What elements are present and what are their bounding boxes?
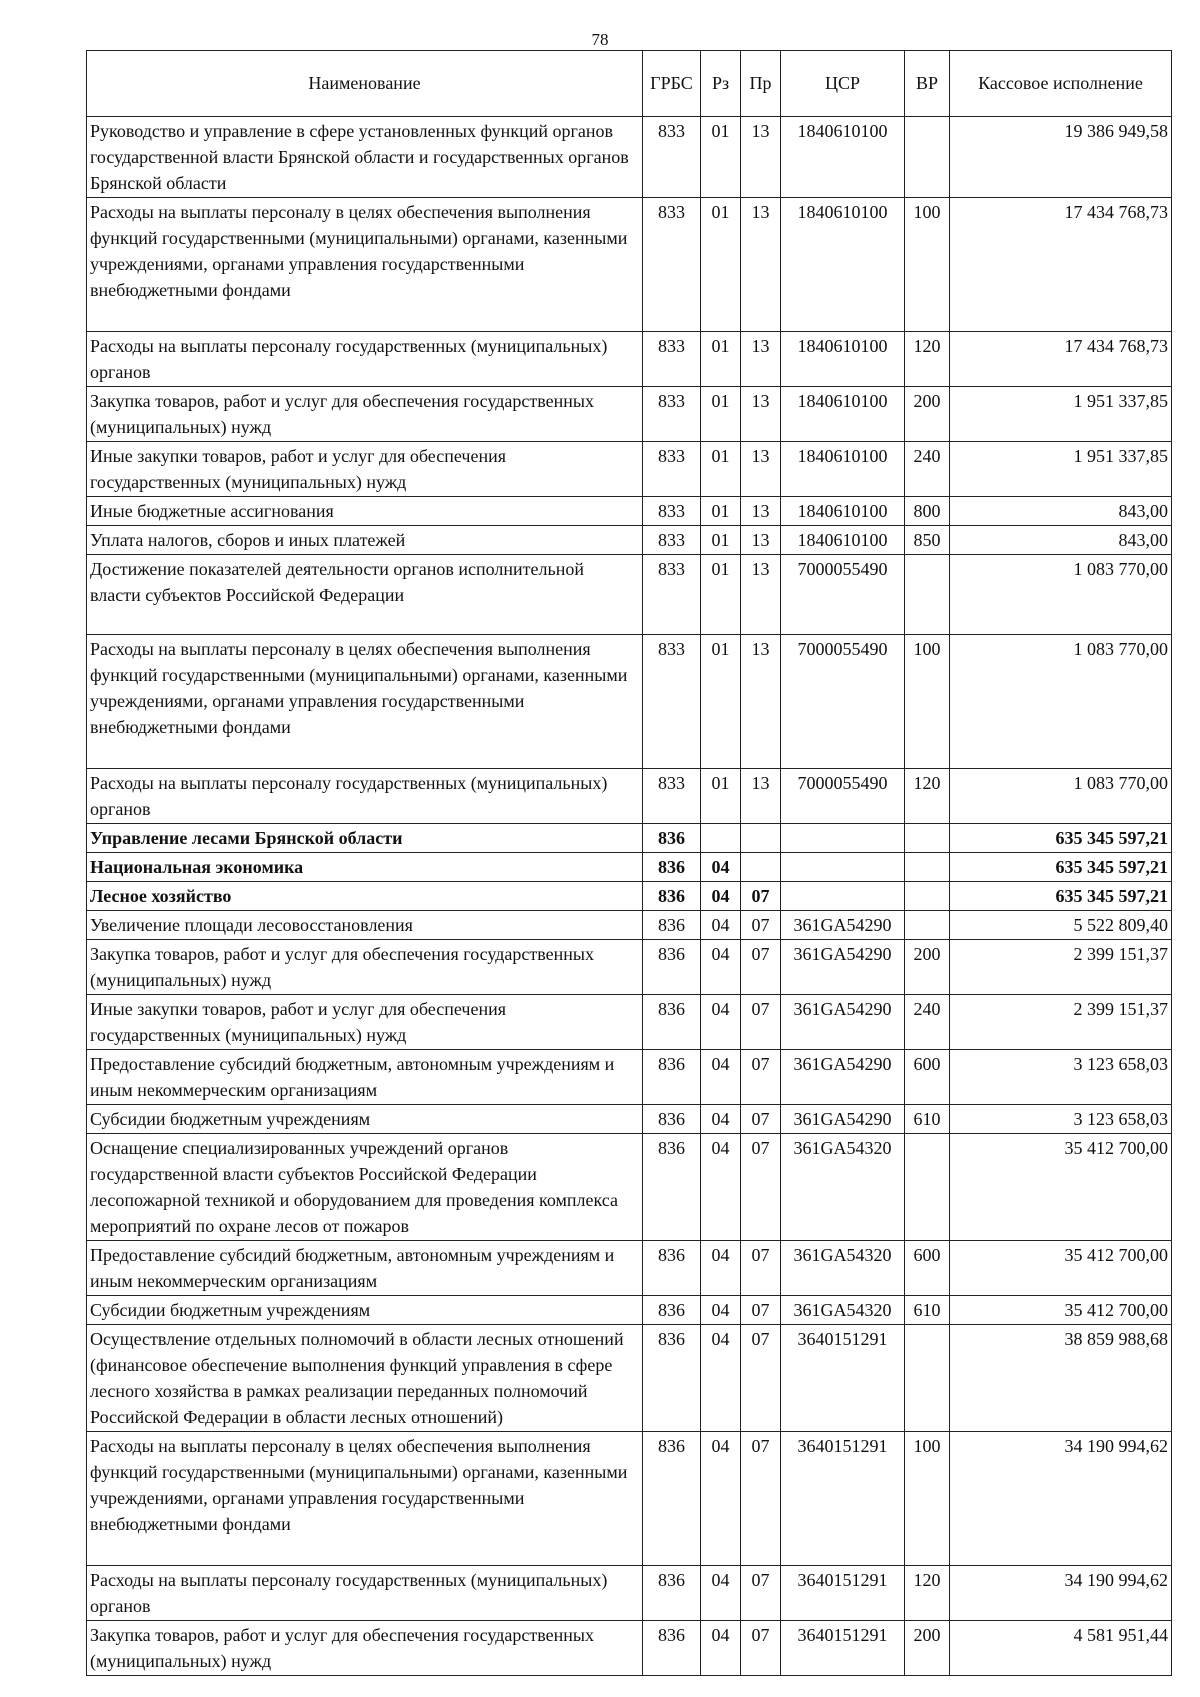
- cell-amount: 34 190 994,62: [950, 1432, 1172, 1566]
- cell-amount: 38 859 988,68: [950, 1325, 1172, 1432]
- cell-name: Уплата налогов, сборов и иных платежей: [87, 526, 643, 555]
- page-number: 78: [591, 30, 609, 49]
- header-pr: Пр: [741, 51, 781, 117]
- cell-pr: 13: [741, 198, 781, 332]
- cell-name: Расходы на выплаты персоналу в целях обеспечения выполнения функций государственными (муниципальными) органами, казенными учреждениями, органами управления государственными внебюджетными фондами: [87, 198, 643, 332]
- cell-name: Расходы на выплаты персоналу в целях обеспечения выполнения функций государственными (муниципальными) органами, казенными учреждениями, органами управления государственными внебюджетными фондами: [87, 1432, 643, 1566]
- table-row: [87, 1134, 1172, 1241]
- cell-pr: 13: [741, 769, 781, 824]
- header-grbs: ГРБС: [643, 51, 701, 117]
- cell-vr: 200: [905, 1621, 950, 1676]
- cell-amount: 2 399 151,37: [950, 940, 1172, 995]
- header-csr: ЦСР: [781, 51, 905, 117]
- cell-rz: 04: [701, 911, 741, 940]
- cell-pr: 07: [741, 1134, 781, 1241]
- cell-grbs: 836: [643, 1050, 701, 1105]
- cell-vr: [905, 1325, 950, 1432]
- cell-amount: 635 345 597,21: [950, 824, 1172, 853]
- cell-amount: 35 412 700,00: [950, 1296, 1172, 1325]
- cell-name: Предоставление субсидий бюджетным, автономным учреждениям и иным некоммерческим организациям: [87, 1050, 643, 1105]
- table-row: [87, 442, 1172, 497]
- cell-vr: 100: [905, 198, 950, 332]
- cell-csr: [781, 824, 905, 853]
- cell-vr: [905, 1134, 950, 1241]
- cell-name: Субсидии бюджетным учреждениям: [87, 1105, 643, 1134]
- cell-vr: 850: [905, 526, 950, 555]
- cell-name: Расходы на выплаты персоналу государственных (муниципальных) органов: [87, 769, 643, 824]
- table-row: [87, 555, 1172, 635]
- cell-name: Иные бюджетные ассигнования: [87, 497, 643, 526]
- cell-name: Закупка товаров, работ и услуг для обеспечения государственных (муниципальных) нужд: [87, 1621, 643, 1676]
- cell-rz: 01: [701, 526, 741, 555]
- cell-rz: 04: [701, 853, 741, 882]
- cell-csr: 1840610100: [781, 526, 905, 555]
- cell-pr: 07: [741, 1432, 781, 1566]
- table-row: [87, 995, 1172, 1050]
- table-row: [87, 635, 1172, 769]
- table-row: [87, 332, 1172, 387]
- cell-csr: 3640151291: [781, 1621, 905, 1676]
- table-row: [87, 497, 1172, 526]
- cell-name: Расходы на выплаты персоналу государственных (муниципальных) органов: [87, 332, 643, 387]
- cell-csr: 1840610100: [781, 117, 905, 198]
- cell-csr: 361GA54320: [781, 1296, 905, 1325]
- cell-pr: 07: [741, 1105, 781, 1134]
- cell-amount: 2 399 151,37: [950, 995, 1172, 1050]
- cell-rz: 04: [701, 1325, 741, 1432]
- cell-amount: 1 083 770,00: [950, 635, 1172, 769]
- cell-rz: 01: [701, 198, 741, 332]
- cell-vr: [905, 117, 950, 198]
- cell-csr: [781, 882, 905, 911]
- cell-amount: 843,00: [950, 526, 1172, 555]
- cell-vr: 800: [905, 497, 950, 526]
- cell-grbs: 833: [643, 387, 701, 442]
- cell-rz: 01: [701, 769, 741, 824]
- cell-csr: 1840610100: [781, 198, 905, 332]
- cell-vr: 200: [905, 940, 950, 995]
- cell-csr: 361GA54290: [781, 911, 905, 940]
- cell-grbs: 836: [643, 1296, 701, 1325]
- cell-pr: [741, 824, 781, 853]
- table-body: [87, 117, 1172, 1676]
- cell-pr: 07: [741, 1621, 781, 1676]
- cell-name: Расходы на выплаты персоналу государственных (муниципальных) органов: [87, 1566, 643, 1621]
- cell-csr: 3640151291: [781, 1432, 905, 1566]
- cell-name: Национальная экономика: [87, 853, 643, 882]
- cell-pr: 13: [741, 497, 781, 526]
- cell-rz: 04: [701, 1566, 741, 1621]
- cell-grbs: 833: [643, 526, 701, 555]
- table-row: [87, 117, 1172, 198]
- cell-pr: 13: [741, 442, 781, 497]
- cell-amount: 635 345 597,21: [950, 853, 1172, 882]
- cell-rz: 04: [701, 1134, 741, 1241]
- table-row: [87, 1432, 1172, 1566]
- cell-rz: 04: [701, 882, 741, 911]
- cell-name: Закупка товаров, работ и услуг для обеспечения государственных (муниципальных) нужд: [87, 387, 643, 442]
- cell-rz: 01: [701, 555, 741, 635]
- cell-rz: 04: [701, 1296, 741, 1325]
- cell-csr: 3640151291: [781, 1566, 905, 1621]
- cell-grbs: 833: [643, 555, 701, 635]
- cell-pr: 07: [741, 1566, 781, 1621]
- cell-csr: [781, 853, 905, 882]
- cell-rz: 04: [701, 1105, 741, 1134]
- cell-pr: 07: [741, 940, 781, 995]
- cell-name: Предоставление субсидий бюджетным, автономным учреждениям и иным некоммерческим организациям: [87, 1241, 643, 1296]
- table-row: [87, 526, 1172, 555]
- cell-grbs: 836: [643, 940, 701, 995]
- cell-grbs: 836: [643, 1432, 701, 1566]
- cell-amount: 1 951 337,85: [950, 442, 1172, 497]
- cell-grbs: 833: [643, 769, 701, 824]
- cell-amount: 35 412 700,00: [950, 1241, 1172, 1296]
- table-row: [87, 1325, 1172, 1432]
- table-row: [87, 1621, 1172, 1676]
- cell-amount: 1 083 770,00: [950, 769, 1172, 824]
- cell-vr: [905, 853, 950, 882]
- cell-grbs: 836: [643, 824, 701, 853]
- cell-vr: 120: [905, 332, 950, 387]
- cell-pr: 13: [741, 387, 781, 442]
- cell-amount: 19 386 949,58: [950, 117, 1172, 198]
- cell-pr: 13: [741, 635, 781, 769]
- cell-grbs: 833: [643, 442, 701, 497]
- cell-rz: 01: [701, 332, 741, 387]
- cell-amount: 35 412 700,00: [950, 1134, 1172, 1241]
- cell-rz: 01: [701, 442, 741, 497]
- cell-csr: 1840610100: [781, 387, 905, 442]
- table-row: [87, 940, 1172, 995]
- table-row: [87, 824, 1172, 853]
- cell-pr: 13: [741, 555, 781, 635]
- cell-grbs: 836: [643, 911, 701, 940]
- table-row: [87, 1050, 1172, 1105]
- cell-rz: 04: [701, 1432, 741, 1566]
- cell-name: Закупка товаров, работ и услуг для обеспечения государственных (муниципальных) нужд: [87, 940, 643, 995]
- cell-vr: 610: [905, 1296, 950, 1325]
- cell-csr: 361GA54290: [781, 940, 905, 995]
- cell-rz: 04: [701, 1050, 741, 1105]
- cell-amount: 17 434 768,73: [950, 332, 1172, 387]
- cell-vr: 100: [905, 1432, 950, 1566]
- cell-name: Достижение показателей деятельности органов исполнительной власти субъектов Российской Федерации: [87, 555, 643, 635]
- cell-pr: 07: [741, 1241, 781, 1296]
- cell-pr: 07: [741, 1050, 781, 1105]
- cell-amount: 1 951 337,85: [950, 387, 1172, 442]
- header-vr: ВР: [905, 51, 950, 117]
- cell-rz: [701, 824, 741, 853]
- cell-name: Иные закупки товаров, работ и услуг для обеспечения государственных (муниципальных) нужд: [87, 995, 643, 1050]
- cell-rz: 04: [701, 995, 741, 1050]
- cell-name: Осуществление отдельных полномочий в области лесных отношений (финансовое обеспечение выполнения функций управления в сфере лесного хозяйства в рамках реализации переданных полномочий Российской Федерации в области лесных отношений): [87, 1325, 643, 1432]
- header-amount: Кассовое исполнение: [950, 51, 1172, 117]
- cell-pr: 07: [741, 1325, 781, 1432]
- cell-csr: 361GA54290: [781, 995, 905, 1050]
- cell-rz: 04: [701, 940, 741, 995]
- cell-vr: [905, 555, 950, 635]
- cell-vr: 100: [905, 635, 950, 769]
- cell-pr: 13: [741, 526, 781, 555]
- cell-vr: 240: [905, 995, 950, 1050]
- cell-pr: [741, 853, 781, 882]
- header-rz: Рз: [701, 51, 741, 117]
- budget-execution-table: [86, 50, 1172, 1676]
- cell-amount: 34 190 994,62: [950, 1566, 1172, 1621]
- table-header-row: [87, 51, 1172, 117]
- cell-amount: 1 083 770,00: [950, 555, 1172, 635]
- cell-vr: 200: [905, 387, 950, 442]
- cell-grbs: 836: [643, 882, 701, 911]
- table-row: [87, 1241, 1172, 1296]
- cell-vr: [905, 824, 950, 853]
- table-row: [87, 387, 1172, 442]
- cell-amount: 635 345 597,21: [950, 882, 1172, 911]
- cell-grbs: 836: [643, 853, 701, 882]
- cell-vr: 600: [905, 1241, 950, 1296]
- table-row: [87, 769, 1172, 824]
- cell-grbs: 836: [643, 1325, 701, 1432]
- cell-amount: 5 522 809,40: [950, 911, 1172, 940]
- cell-name: Расходы на выплаты персоналу в целях обеспечения выполнения функций государственными (муниципальными) органами, казенными учреждениями, органами управления государственными внебюджетными фондами: [87, 635, 643, 769]
- cell-csr: 1840610100: [781, 497, 905, 526]
- cell-grbs: 836: [643, 1105, 701, 1134]
- cell-amount: 3 123 658,03: [950, 1105, 1172, 1134]
- cell-csr: 361GA54290: [781, 1050, 905, 1105]
- cell-csr: 7000055490: [781, 635, 905, 769]
- cell-name: Субсидии бюджетным учреждениям: [87, 1296, 643, 1325]
- cell-csr: 361GA54320: [781, 1241, 905, 1296]
- cell-pr: 07: [741, 995, 781, 1050]
- cell-grbs: 836: [643, 1566, 701, 1621]
- cell-pr: 07: [741, 1296, 781, 1325]
- cell-pr: 13: [741, 332, 781, 387]
- cell-csr: 3640151291: [781, 1325, 905, 1432]
- cell-name: Увеличение площади лесовосстановления: [87, 911, 643, 940]
- table-row: [87, 1566, 1172, 1621]
- cell-grbs: 833: [643, 117, 701, 198]
- cell-rz: 01: [701, 387, 741, 442]
- cell-grbs: 836: [643, 995, 701, 1050]
- cell-rz: 04: [701, 1621, 741, 1676]
- cell-pr: 07: [741, 882, 781, 911]
- cell-vr: 240: [905, 442, 950, 497]
- cell-csr: 7000055490: [781, 769, 905, 824]
- cell-csr: 361GA54320: [781, 1134, 905, 1241]
- cell-vr: 120: [905, 769, 950, 824]
- cell-vr: [905, 911, 950, 940]
- cell-pr: 07: [741, 911, 781, 940]
- table-row: [87, 853, 1172, 882]
- cell-rz: 01: [701, 117, 741, 198]
- cell-csr: 7000055490: [781, 555, 905, 635]
- cell-csr: 1840610100: [781, 332, 905, 387]
- cell-amount: 17 434 768,73: [950, 198, 1172, 332]
- cell-name: Лесное хозяйство: [87, 882, 643, 911]
- cell-amount: 3 123 658,03: [950, 1050, 1172, 1105]
- cell-vr: 600: [905, 1050, 950, 1105]
- cell-pr: 13: [741, 117, 781, 198]
- cell-vr: 610: [905, 1105, 950, 1134]
- cell-name: Управление лесами Брянской области: [87, 824, 643, 853]
- cell-csr: 1840610100: [781, 442, 905, 497]
- cell-vr: 120: [905, 1566, 950, 1621]
- cell-csr: 361GA54290: [781, 1105, 905, 1134]
- cell-rz: 01: [701, 635, 741, 769]
- cell-grbs: 836: [643, 1621, 701, 1676]
- table-row: [87, 911, 1172, 940]
- cell-grbs: 836: [643, 1134, 701, 1241]
- table-row: [87, 1296, 1172, 1325]
- cell-grbs: 833: [643, 497, 701, 526]
- table-row: [87, 1105, 1172, 1134]
- table-row: [87, 882, 1172, 911]
- cell-grbs: 833: [643, 198, 701, 332]
- cell-grbs: 836: [643, 1241, 701, 1296]
- cell-name: Руководство и управление в сфере установленных функций органов государственной власти Брянской области и государственных органов Брянской области: [87, 117, 643, 198]
- cell-name: Оснащение специализированных учреждений органов государственной власти субъектов Российской Федерации лесопожарной техникой и оборудованием для проведения комплекса мероприятий по охране лесов от пожаров: [87, 1134, 643, 1241]
- cell-amount: 4 581 951,44: [950, 1621, 1172, 1676]
- cell-rz: 01: [701, 497, 741, 526]
- cell-grbs: 833: [643, 635, 701, 769]
- cell-grbs: 833: [643, 332, 701, 387]
- cell-vr: [905, 882, 950, 911]
- cell-amount: 843,00: [950, 497, 1172, 526]
- header-name: Наименование: [87, 51, 643, 117]
- table-row: [87, 198, 1172, 332]
- cell-rz: 04: [701, 1241, 741, 1296]
- cell-name: Иные закупки товаров, работ и услуг для обеспечения государственных (муниципальных) нужд: [87, 442, 643, 497]
